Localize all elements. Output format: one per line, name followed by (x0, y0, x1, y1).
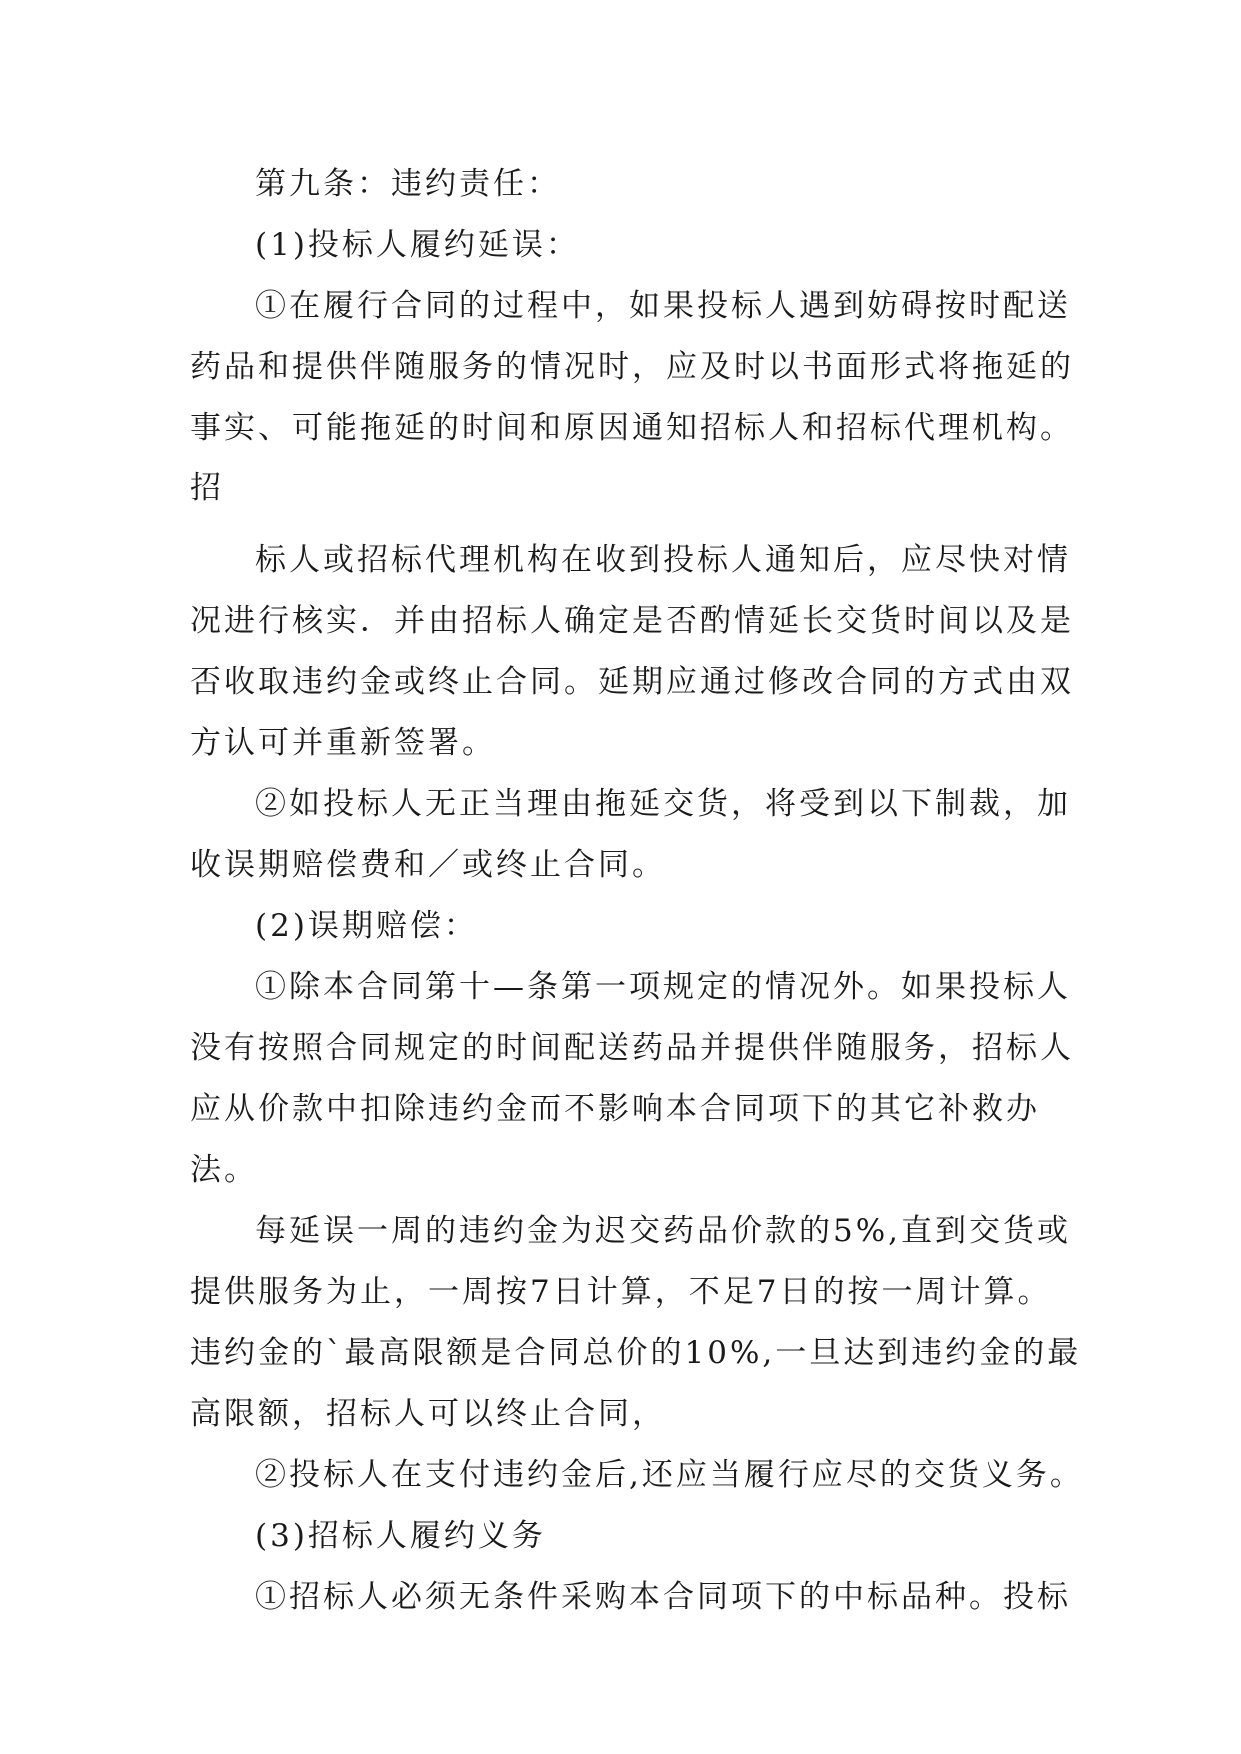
paragraph-line: 提供服务为止，一周按7日计算，不足7日的按一周计算。 (190, 1274, 1052, 1310)
paragraph-line: ①招标人必须无条件采购本合同项下的中标品种。投标 (255, 1579, 1071, 1615)
paragraph-line: 标人或招标代理机构在收到投标人通知后，应尽快对情 (255, 542, 1071, 578)
paragraph-line: ②投标人在支付违约金后,还应当履行应尽的交货义务。 (255, 1457, 1084, 1493)
subsection-heading-3: (3)招标人履约义务 (255, 1518, 546, 1554)
paragraph-line: ①在履行合同的过程中，如果投标人遇到妨碍按时配送 (255, 288, 1071, 324)
paragraph-line: ②如投标人无正当理由拖延交货，将受到以下制裁，加 (255, 786, 1071, 822)
paragraph-line: 应从价款中扣除违约金而不影响本合同项下的其它补救办 (190, 1091, 1040, 1127)
subsection-heading-1: (1)投标人履约延误： (255, 227, 580, 263)
paragraph-line: 否收取违约金或终止合同。延期应通过修改合同的方式由双 (190, 664, 1074, 700)
paragraph-line: ①除本合同第十—条第一项规定的情况外。如果投标人 (255, 969, 1071, 1005)
paragraph-line: 高限额，招标人可以终止合同， (190, 1396, 666, 1432)
paragraph-line: 事实、可能拖延的时间和原因通知招标人和招标代理机构。 (190, 410, 1074, 446)
paragraph-line: 药品和提供伴随服务的情况时，应及时以书面形式将拖延的 (190, 349, 1074, 385)
section-heading-article-9: 第九条：违约责任： (255, 166, 561, 202)
paragraph-line: 违约金的`最高限额是合同总价的10%,一旦达到违约金的最 (190, 1335, 1082, 1371)
paragraph-line: 收误期赔偿费和／或终止合同。 (190, 847, 666, 883)
paragraph-line: 每延误一周的违约金为迟交药品价款的5%,直到交货或 (255, 1213, 1072, 1249)
paragraph-line: 方认可并重新签署。 (190, 725, 496, 761)
subsection-heading-2: (2)误期赔偿： (255, 908, 478, 944)
paragraph-line: 法。 (190, 1152, 258, 1188)
paragraph-line: 没有按照合同规定的时间配送药品并提供伴随服务，招标人 (190, 1030, 1074, 1066)
paragraph-line: 况进行核实．并由招标人确定是否酌情延长交货时间以及是 (190, 603, 1074, 639)
paragraph-line: 招 (190, 470, 224, 506)
